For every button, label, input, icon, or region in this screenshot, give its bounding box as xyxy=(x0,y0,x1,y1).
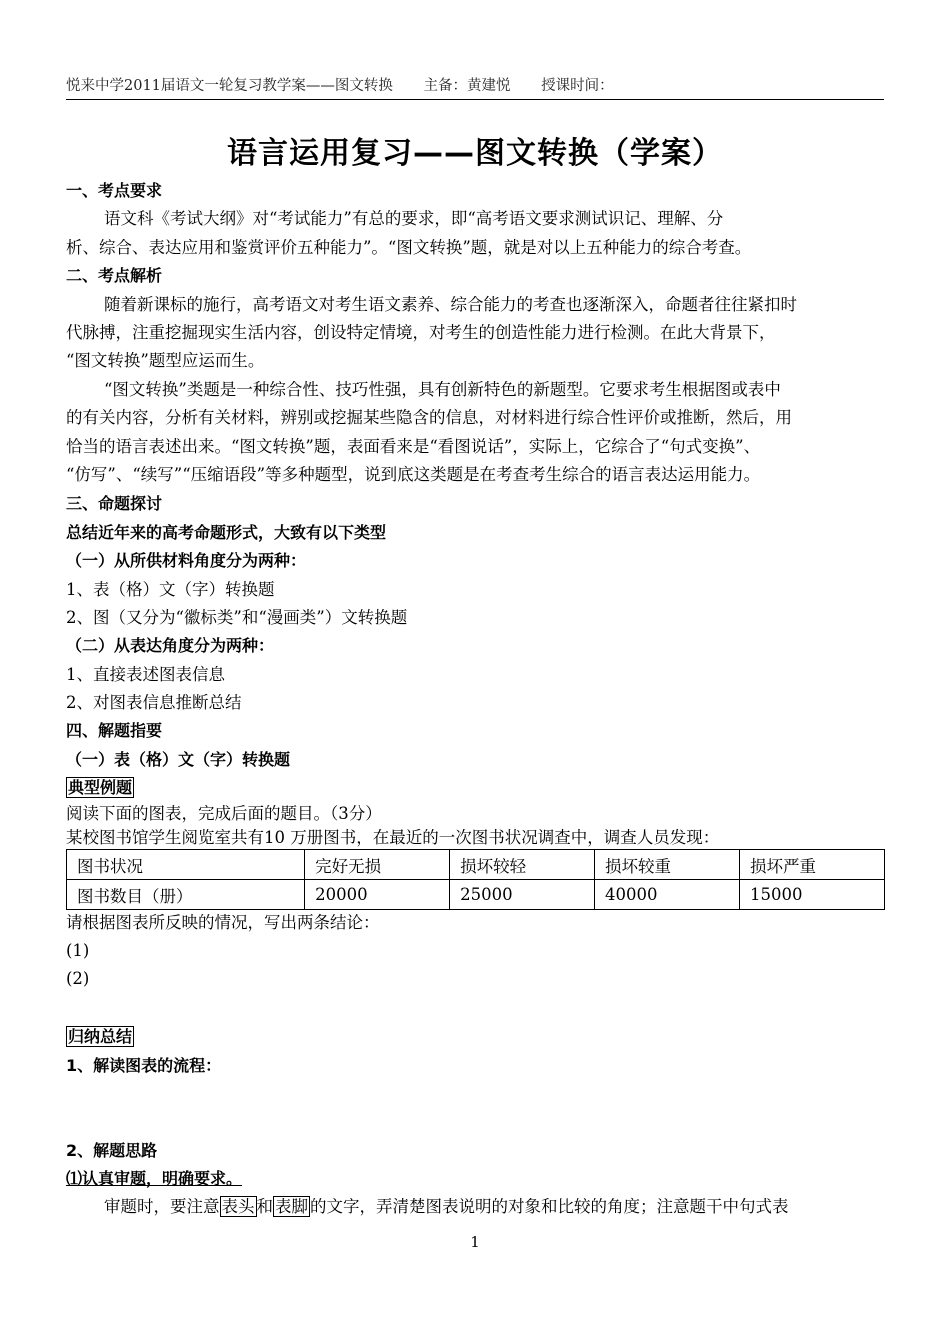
page-number: 1 xyxy=(470,1233,480,1251)
summary-label-row xyxy=(66,1026,886,1048)
section-2-heading: 二、考点解析 xyxy=(66,266,163,285)
table-cell: 图书数目（册） xyxy=(67,880,305,910)
section-4-subheading: （一）表（格）文（字）转换题 xyxy=(66,750,291,769)
section-3-heading: 三、命题探讨 xyxy=(66,494,163,513)
paragraph: 恰当的语言表述出来。“图文转换”题，表面看来是“看图说话”，实际上，它综合了“句式变换”、 xyxy=(66,437,761,456)
section-1-heading: 一、考点要求 xyxy=(66,181,163,200)
example-label-row xyxy=(66,777,886,799)
example-label: 典型例题 xyxy=(68,778,133,797)
list-item: 1、直接表述图表信息 xyxy=(66,665,225,684)
table-row xyxy=(67,880,885,910)
table-header-row xyxy=(67,850,885,880)
list-item: 2、对图表信息推断总结 xyxy=(66,693,242,712)
text-run: 和 xyxy=(256,1197,273,1216)
list-item: 2、图（又分为“徽标类”和“漫画类”）文转换题 xyxy=(66,608,408,627)
table-cell: 25000 xyxy=(450,880,595,910)
step-1-heading: 1、解读图表的流程： xyxy=(66,1056,222,1075)
header-time: 授课时间： xyxy=(541,78,614,94)
group-1-heading: （一）从所供材料角度分为两种： xyxy=(66,551,307,570)
answer-slot-2: (2) xyxy=(66,969,90,988)
paragraph: 的有关内容，分析有关材料，辨别或挖掘某些隐含的信息，对材料进行综合性评价或推断，然后，用 xyxy=(66,408,792,427)
section-3-subheading: 总结近年来的高考命题形式，大致有以下类型 xyxy=(66,523,387,542)
step-2-heading: 2、解题思路 xyxy=(66,1141,158,1160)
table-cell: 20000 xyxy=(305,880,450,910)
page-header xyxy=(66,74,884,100)
answer-slot-1: (1) xyxy=(66,941,90,960)
boxed-term-footer: 表脚 xyxy=(275,1197,308,1216)
paragraph: 语文科《考试大纲》对“考试能力”有总的要求，即“高考语文要求测试识记、理解、分 xyxy=(104,209,724,228)
step-2a-heading: ⑴认真审题，明确要求。 xyxy=(66,1169,243,1188)
book-status-table xyxy=(66,849,885,910)
question-text: 阅读下面的图表，完成后面的题目。（3分） xyxy=(66,804,382,823)
paragraph: 析、综合、表达应用和鉴赏评价五种能力”。“图文转换”题，就是对以上五种能力的综合考查。 xyxy=(66,238,752,257)
text-run: 审题时，要注意 xyxy=(104,1197,220,1216)
text-run: 的文字，弄清楚图表说明的对象和比较的角度；注意题干中句式表 xyxy=(310,1197,789,1216)
table-cell: 15000 xyxy=(740,880,885,910)
question-text: 某校图书馆学生阅览室共有10 万册图书，在最近的一次图书状况调查中，调查人员发现： xyxy=(66,828,720,847)
header-doc-title: 悦来中学2011届语文一轮复习教学案——图文转换 xyxy=(66,78,393,94)
table-cell: 损坏严重 xyxy=(740,850,885,880)
paragraph: 代脉搏，注重挖掘现实生活内容，创设特定情境，对考生的创造性能力进行检测。在此大背景下， xyxy=(66,323,776,342)
table-cell: 图书状况 xyxy=(67,850,305,880)
group-2-heading: （二）从表达角度分为两种： xyxy=(66,636,275,655)
boxed-term-header: 表头 xyxy=(221,1197,255,1216)
paragraph: “仿写”、“续写”“压缩语段”等多种题型，说到底这类题是在考查考生综合的语言表达运用能力。 xyxy=(66,465,761,484)
question-text: 请根据图表所反映的情况，写出两条结论： xyxy=(66,913,380,932)
paragraph: “图文转换”类题是一种综合性、技巧性强，具有创新特色的新题型。它要求考生根据图或表中 xyxy=(104,380,781,399)
table-cell: 完好无损 xyxy=(305,850,450,880)
summary-label: 归纳总结 xyxy=(68,1027,133,1046)
paragraph: 随着新课标的施行，高考语文对考生语文素养、综合能力的考查也逐渐深入，命题者往往紧扣时 xyxy=(104,295,797,314)
table-cell: 损坏较重 xyxy=(595,850,740,880)
section-4-heading: 四、解题指要 xyxy=(66,721,163,740)
list-item: 1、表（格）文（字）转换题 xyxy=(66,580,275,599)
page-title: 语言运用复习——图文转换（学案） xyxy=(227,136,723,171)
paragraph: “图文转换”题型应运而生。 xyxy=(66,351,265,370)
table-cell: 损坏较轻 xyxy=(450,850,595,880)
table-cell: 40000 xyxy=(595,880,740,910)
paragraph xyxy=(104,1196,924,1218)
header-author: 主备：黄建悦 xyxy=(423,78,511,94)
